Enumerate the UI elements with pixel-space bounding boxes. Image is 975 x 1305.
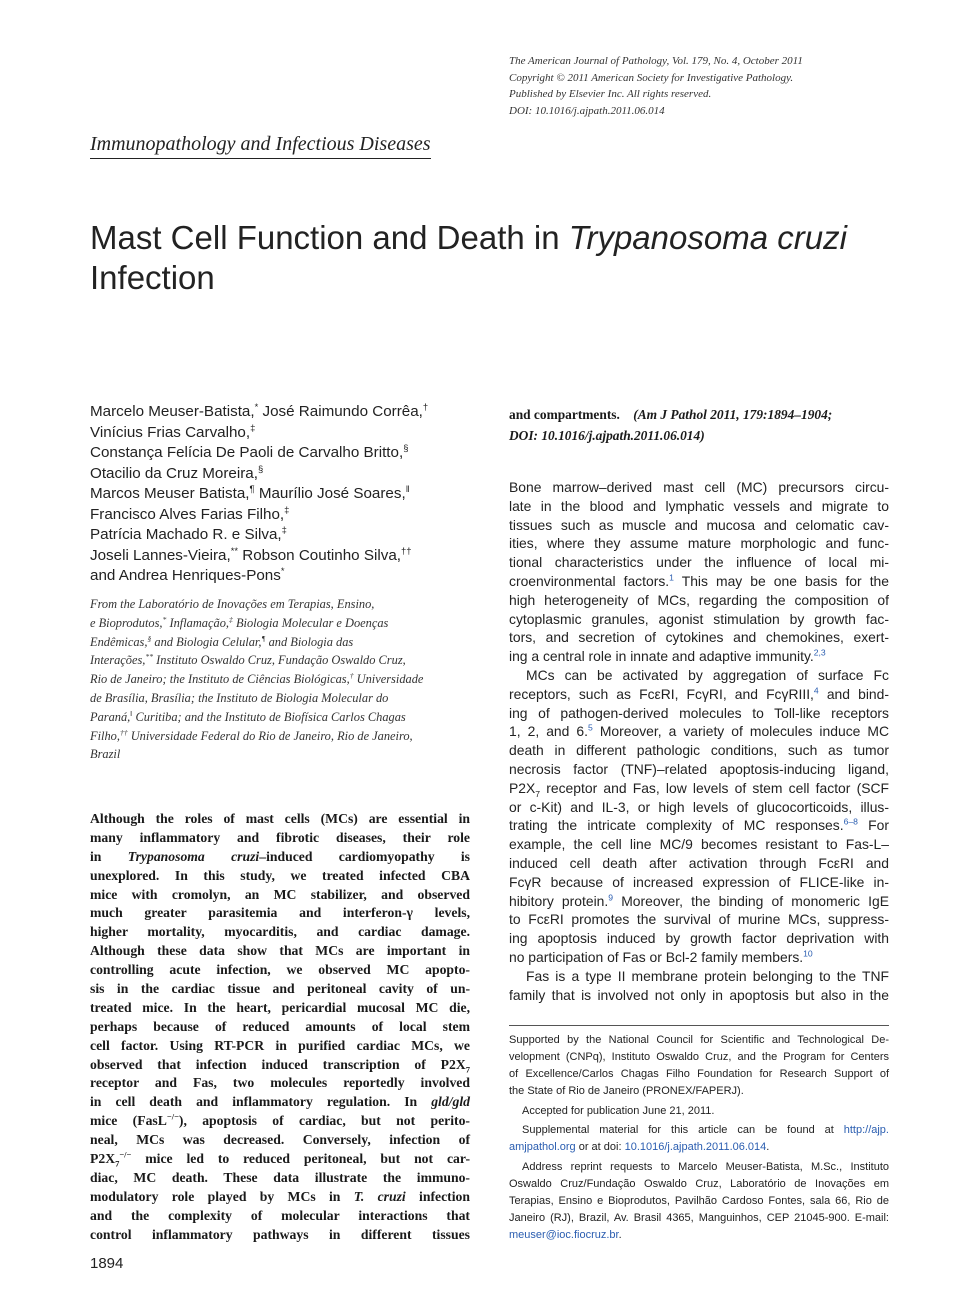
affiliation-line: Interações,** Instituto Oswaldo Cruz, Fundação Oswaldo Cruz,	[90, 652, 406, 668]
author-mark: §	[403, 441, 409, 453]
citation-link[interactable]: 5	[588, 722, 593, 733]
author-mark: *	[280, 564, 285, 576]
abstract-line: neal, MCs was decreased. Conversely, infection of	[90, 1132, 470, 1148]
body-line: hibitory protein.$^9$ Moreover, the binding of monomeric IgE	[509, 891, 889, 909]
author-name: Robson Coutinho Silva,	[238, 546, 401, 564]
body-line: Bone marrow–derived mast cell (MC) precursors circu-	[509, 479, 889, 495]
supplemental-link[interactable]: http://ajp.	[843, 1124, 889, 1137]
author-name: and Andrea Henriques-Pons	[90, 567, 281, 584]
abstract-continuation: and compartments.	[509, 407, 620, 422]
author-name: Constança Felícia De Paoli de Carvalho Britto,	[90, 444, 404, 461]
author-name: Patrícia Machado R. e Silva,	[90, 526, 282, 543]
footnote-line: Supplemental material for this article can be found at http://ajp.	[522, 1124, 889, 1137]
body-line: 1, 2, and 6.$^5$ Moreover, a variety of molecules induce MC	[509, 722, 889, 740]
body-line: MCs can be activated by aggregation of surface Fc	[526, 666, 889, 683]
body-line: receptors, such as FcεRI, FcγRI, and FcγRIII,$^4$ and bind-	[509, 685, 889, 702]
author-list	[90, 402, 480, 587]
author-name: Vinícius Frias Carvalho,	[90, 423, 251, 441]
footnote-line: Terapias, Ensino e Bioprodutos, Pavilhão Cardoso Fontes, sala 66, Rio de	[509, 1195, 889, 1208]
footnote-line: Oswaldo Cruz/Fundação Oswaldo Cruz, Laboratório de Inovações em	[509, 1178, 889, 1191]
author-mark: §	[257, 462, 264, 474]
abstract-line: modulatory role played by MCs in T. cruzi infection	[90, 1188, 470, 1204]
affiliation-line: Paraná,‖ Curitiba; and the Instituto de Biofísica Carlos Chagas	[90, 708, 406, 724]
body-line: tissues such as muscle and mucosa and celomatic cav-	[509, 516, 889, 533]
footnotes	[509, 1032, 889, 1244]
author-name: Marcos Meuser Batista,	[90, 485, 250, 502]
body-line: trating the intricate complexity of MC responses.$^{6-8}$ For	[509, 816, 889, 834]
author-mark: ¶	[249, 482, 255, 494]
footnote-line: meuser@ioc.fiocruz.br.	[509, 1228, 622, 1241]
footnote-line: Address reprint requests to Marcelo Meuser-Batista, M.Sc., Instituto	[522, 1161, 889, 1174]
citation-link[interactable]: 4	[813, 685, 819, 696]
abstract-line: cell factor. Using RT-PCR in purified cardiac MCs, we	[90, 1037, 470, 1053]
footnote-line: amjpathol.org or at doi: 10.1016/j.ajpath.2011.06.014.	[509, 1141, 770, 1154]
title-part2: Infection	[90, 259, 215, 296]
email-link[interactable]: meuser@ioc.fiocruz.br	[509, 1228, 619, 1241]
footnote-line: the State of Rio de Janeiro (PRONEX/FAPERJ).	[509, 1084, 744, 1097]
abstract-line: $P2X_7^{-/-}$ mice led to reduced peritoneal, but not car-	[90, 1149, 470, 1169]
affiliation-line: e Bioprodutos,* Inflamação,‡ Biologia Molecular e Doenças	[90, 614, 389, 630]
abstract-line: sis in the cardiac tissue and peritoneal cavity of un-	[90, 981, 470, 997]
body-line: ing of pathogen-derived molecules to Toll-like receptors	[509, 704, 889, 721]
body-line: high heterogeneity of MCs, regarding the composition of	[509, 591, 889, 608]
title-part1: Mast Cell Function and Death in	[90, 219, 569, 256]
affiliation-line: Rio de Janeiro; the Instituto de Ciências Biológicas,† Universidade	[90, 671, 424, 687]
author-name: José Raimundo Corrêa,	[258, 403, 423, 420]
affiliation-line: de Brasília, Brasília; the Instituto de Biologia Molecular do	[90, 690, 389, 705]
author-mark: ‡	[284, 503, 290, 515]
affiliation-line: Filho,†† Universidade Federal do Rio de Janeiro, Rio de Janeiro,	[90, 727, 413, 743]
author-mark: ‖	[405, 482, 410, 494]
body-line: tional characteristics under the influence of local mi-	[509, 554, 889, 571]
abstract-line: perhaps because of reduced amounts of local stem	[90, 1018, 470, 1034]
footnote-line: Accepted for publication June 21, 2011.	[522, 1104, 715, 1117]
body-line: family that is involved not only in apoptosis but also in the	[509, 986, 889, 1003]
abstract-line: receptor and Fas, two molecules reportedly involved	[90, 1075, 470, 1091]
doi-link[interactable]: 10.1016/j.ajpath.2011.06.014	[624, 1141, 767, 1154]
article-title	[90, 218, 890, 298]
journal-citation: The American Journal of Pathology, Vol. 179, No. 4, October 2011	[509, 55, 803, 67]
journal-copyright: Copyright © 2011 American Society for Investigative Pathology.	[509, 71, 794, 84]
title-italic: Trypanosoma cruzi	[568, 219, 847, 256]
citation-doi: DOI: 10.1016/j.ajpath.2011.06.014)	[509, 428, 705, 443]
author-mark: *	[254, 400, 259, 412]
body-line: or c-Kit) and IL-3, or high levels of glucocorticoids, illus-	[509, 798, 889, 815]
body-line: croenvironmental factors.$^1$ This may be one basis for the	[509, 572, 890, 589]
citation-link[interactable]: 10	[803, 948, 813, 959]
abstract-line: unexplored. In this study, we treated infected CBA	[90, 867, 470, 883]
body-line: Fas is a type II membrane protein belonging to the TNF	[526, 967, 889, 984]
abstract-line: control inflammatory pathways in different tissues	[90, 1226, 470, 1242]
abstract-line: observed that infection induced transcription of $P2X_7$	[90, 1056, 470, 1075]
abstract-line: higher mortality, myocarditis, and cardiac damage.	[90, 924, 470, 940]
page-number: 1894	[90, 1255, 124, 1272]
supplemental-link[interactable]: amjpathol.org	[509, 1141, 576, 1154]
footnote-line: Supported by the National Council for Scientific and Technological De-	[509, 1034, 889, 1046]
author-name: Marcelo Meuser-Batista,	[90, 403, 255, 420]
body-line: no participation of Fas or Bcl-2 family members.$^{10}$	[509, 948, 813, 965]
footnote-line: Janeiro (RJ), Brazil, Av. Brasil 4365, Manguinhos, CEP 21045-900. E-mail:	[509, 1211, 889, 1224]
citation-link[interactable]: 1	[669, 572, 674, 583]
citation-link[interactable]: 6–8	[843, 816, 858, 827]
body-line: ing apoptosis induced by growth factor deprivation with	[509, 930, 889, 947]
body-line: death in different pathologic conditions, such as tumor	[509, 742, 889, 759]
author-mark: ††	[401, 544, 412, 556]
abstract-line: mice (FasL−/−), apoptosis of cardiac, but not perito-	[90, 1111, 470, 1129]
body-line: induced cell death after activation through FcεRI and	[509, 854, 889, 871]
author-mark: ‡	[250, 421, 256, 433]
abstract-line: treated mice. In the heart, pericardial mucosal MC die,	[90, 999, 470, 1015]
abstract	[90, 810, 470, 1244]
author-mark: †	[422, 400, 429, 412]
abstract-line: in Trypanosoma cruzi–induced cardiomyopathy is	[90, 848, 470, 864]
author-name: Joseli Lannes-Vieira,	[90, 546, 231, 564]
footnote-divider	[509, 1025, 889, 1026]
abstract-line: many inflammatory and fibrotic diseases, their role	[90, 829, 470, 845]
body-line: ing a central role in innate and adaptive immunity.$^{2,3}$	[509, 647, 826, 665]
abstract-line: diac, MC death. These data illustrate the immuno-	[90, 1169, 470, 1185]
abstract-line: Although these data show that MCs are important in	[90, 943, 470, 959]
abstract-line: and the complexity of molecular interactions that	[90, 1207, 470, 1223]
citation-ref: (Am J Pathol 2011, 179:1894–1904;	[633, 407, 833, 422]
body-line: ities, where they assume mature morphologic and func-	[509, 535, 889, 552]
body-line: to FcεRI promotes the survival of murine MCs, suppress-	[509, 911, 889, 928]
body-line: late in the blood and lymphatic vessels and migrate to	[509, 497, 889, 514]
body-line: tors, and secretion of cytokines and chemokines, exert-	[509, 629, 889, 646]
body-line: example, the cell line MC/9 becomes resistant to Fas-L–	[509, 836, 889, 853]
journal-doi: DOI: 10.1016/j.ajpath.2011.06.014	[509, 104, 665, 117]
author-mark: **	[230, 544, 239, 556]
affiliation-line: From the Laboratório de Inovações em Terapias, Ensino,	[90, 597, 375, 611]
body-line: FcγR because of increased expression of FLICE-like in-	[509, 873, 889, 890]
citation-link[interactable]: 2,3	[813, 647, 826, 658]
affiliation-line: Brazil	[90, 747, 121, 762]
citation-block	[509, 404, 889, 446]
author-name: Maurílio José Soares,	[254, 485, 406, 502]
body-line: necrosis factor (TNF)–related apoptosis-inducing ligand,	[509, 760, 889, 777]
body-line: $P2X_7$ receptor and Fas, low levels of stem cell factor (SCF	[509, 779, 889, 799]
affiliation-line: Endêmicas,§ and Biologia Celular,¶ and Biologia das	[90, 633, 354, 649]
abstract-line: mice with cromolyn, an MC stabilizer, and observed	[90, 886, 470, 902]
author-mark: ‡	[281, 523, 287, 535]
abstract-line: Although the roles of mast cells (MCs) are essential in	[90, 811, 470, 826]
citation-link[interactable]: 9	[608, 891, 614, 902]
abstract-line: much greater parasitemia and interferon-γ levels,	[90, 905, 470, 921]
journal-publisher: Published by Elsevier Inc. All rights reserved.	[509, 88, 712, 100]
abstract-line: in cell death and inflammatory regulation. In gld/gld	[90, 1094, 470, 1110]
author-name: Otacilio da Cruz Moreira,	[90, 464, 258, 482]
abstract-line: controlling acute infection, we observed MC apopto-	[90, 962, 470, 978]
journal-meta	[509, 53, 889, 119]
affiliations	[90, 595, 472, 764]
author-name: Francisco Alves Farias Filho,	[90, 505, 285, 523]
body-text	[509, 478, 889, 1004]
body-line: cytoplasmic granules, agonist stimulation by growth fac-	[509, 610, 889, 627]
footnote-line: velopment (CNPq), Instituto Oswaldo Cruz, and the Program for Centers	[509, 1050, 889, 1063]
footnote-line: of Excellence/Carlos Chagas Filho Foundation for Research Support of	[509, 1067, 889, 1080]
section-heading: Immunopathology and Infectious Diseases	[90, 133, 431, 159]
